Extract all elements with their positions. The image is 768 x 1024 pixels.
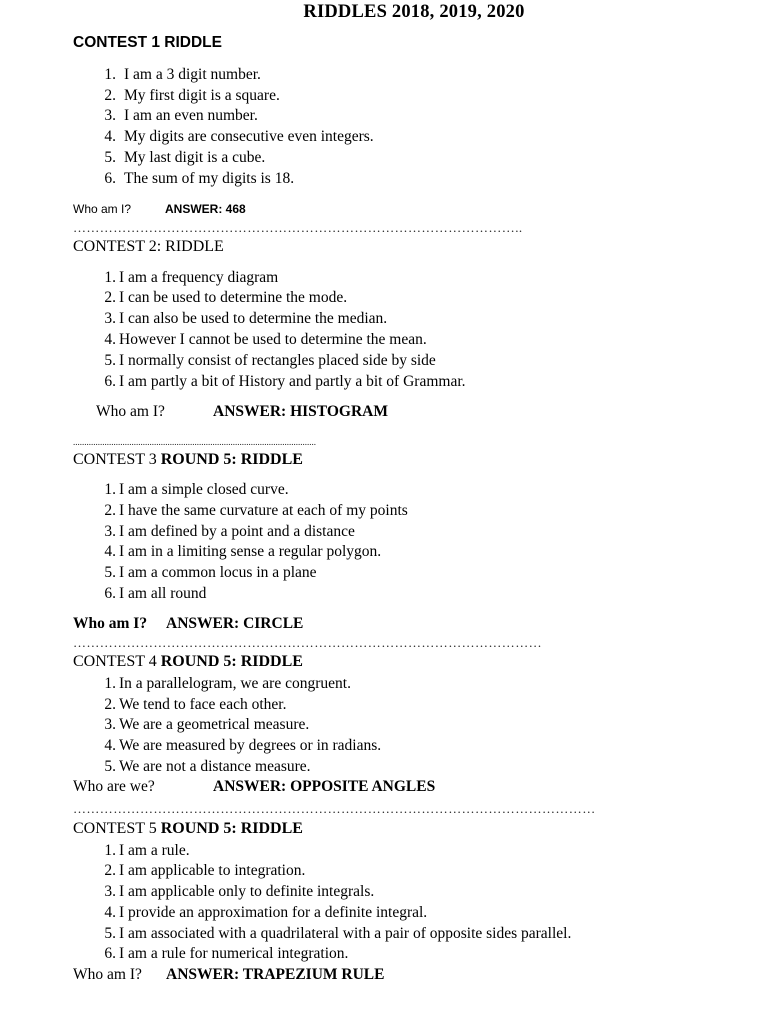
answer: ANSWER: OPPOSITE ANGLES — [213, 778, 436, 795]
contest-2-heading — [73, 238, 224, 256]
who-question: Who am I? — [73, 615, 148, 632]
who-question: Who am I? — [96, 403, 165, 420]
who-question: Who am I? — [73, 966, 142, 983]
contest-2-heading-text: CONTEST 2: RIDDLE — [73, 238, 224, 255]
separator: ............................................................................................................ — [73, 437, 316, 447]
who-question: Who am I? — [73, 202, 132, 216]
answer: ANSWER: HISTOGRAM — [213, 403, 388, 420]
who-question: Who are we? — [73, 778, 155, 795]
separator: ……………………………………………………………………………………….. — [73, 220, 523, 235]
answer: ANSWER: 468 — [165, 202, 246, 216]
contest-5-heading — [73, 820, 303, 838]
contest-4-heading-bold: ROUND 5: RIDDLE — [160, 653, 303, 670]
document-title: RIDDLES 2018, 2019, 2020 — [303, 2, 525, 22]
answer: ANSWER: CIRCLE — [166, 615, 304, 632]
separator: …………………………………………………………………………………………… — [73, 635, 542, 650]
contest-4-heading — [73, 653, 303, 671]
contest-3-heading — [73, 451, 303, 469]
contest-1-heading — [73, 34, 222, 52]
contest-4-heading-text: CONTEST 4 — [73, 653, 161, 670]
contest-3-heading-text: CONTEST 3 — [73, 451, 161, 468]
separator: ……………………………………………………………………………………………………… — [73, 801, 596, 816]
contest-3-heading-bold: ROUND 5: RIDDLE — [160, 451, 303, 468]
contest-1-heading-text: CONTEST 1 RIDDLE — [73, 34, 222, 51]
contest-5-heading-bold: ROUND 5: RIDDLE — [160, 820, 303, 837]
answer: ANSWER: TRAPEZIUM RULE — [166, 966, 385, 983]
document-page: RIDDLES 2018, 2019, 2020 CONTEST 1 RIDDLE 1. I am a 3 digit number. 2. My first digit is a square. 3. I am an even number. 4. My digits are consecutive even integers. 5. My last digit is a cube. 6. The sum of my digits is 18. Who am I? ANSWER: 468 ……………………………………………………………………………………….. CONTEST 2: RIDDLE 1. I am a frequency diagram 2. I can be used to determine the mode. 3. I can also be used to determine the median. 4. However I cannot be used to determine the mean. 5. I normally consist of rectangles placed side by side 6. I am partly a bit of History and partly a bit of Grammar. Who am I? ANSWER: HISTOGRAM ............................................................................................................ CONTEST 3 ROUND 5: RIDDLE 1. I am a simple closed curve. 2. I have the same curvature at each of my points 3. I am defined by a point and a distance 4. I am in a limiting sense a regular polygon. 5. I am a common locus in a plane 6. I am all round Who am I? ANSWER: CIRCLE …………………………………………………………………………………………… CONTEST 4 ROUND 5: RIDDLE 1. In a parallelogram, we are congruent. 2. We tend to face each other. 3. We are a geometrical measure. 4. We are measured by degrees or in radians. 5. We are not a distance measure. Who are we? ANSWER: OPPOSITE ANGLES ……………………………………………………………………………………………………… CONTEST 5 ROUND 5: RIDDLE 1. I am a rule. 2. I am applicable to integration. 3. I am applicable only to definite integrals. 4. I provide an approximation for a definite integral. 5. I am associated with a quadrilateral with a pair of opposite sides parallel. 6. I am a rule for numerical integration. Who am I? ANSWER: TRAPEZIUM RULE — [0, 0, 768, 1024]
contest-5-heading-text: CONTEST 5 — [73, 820, 161, 837]
